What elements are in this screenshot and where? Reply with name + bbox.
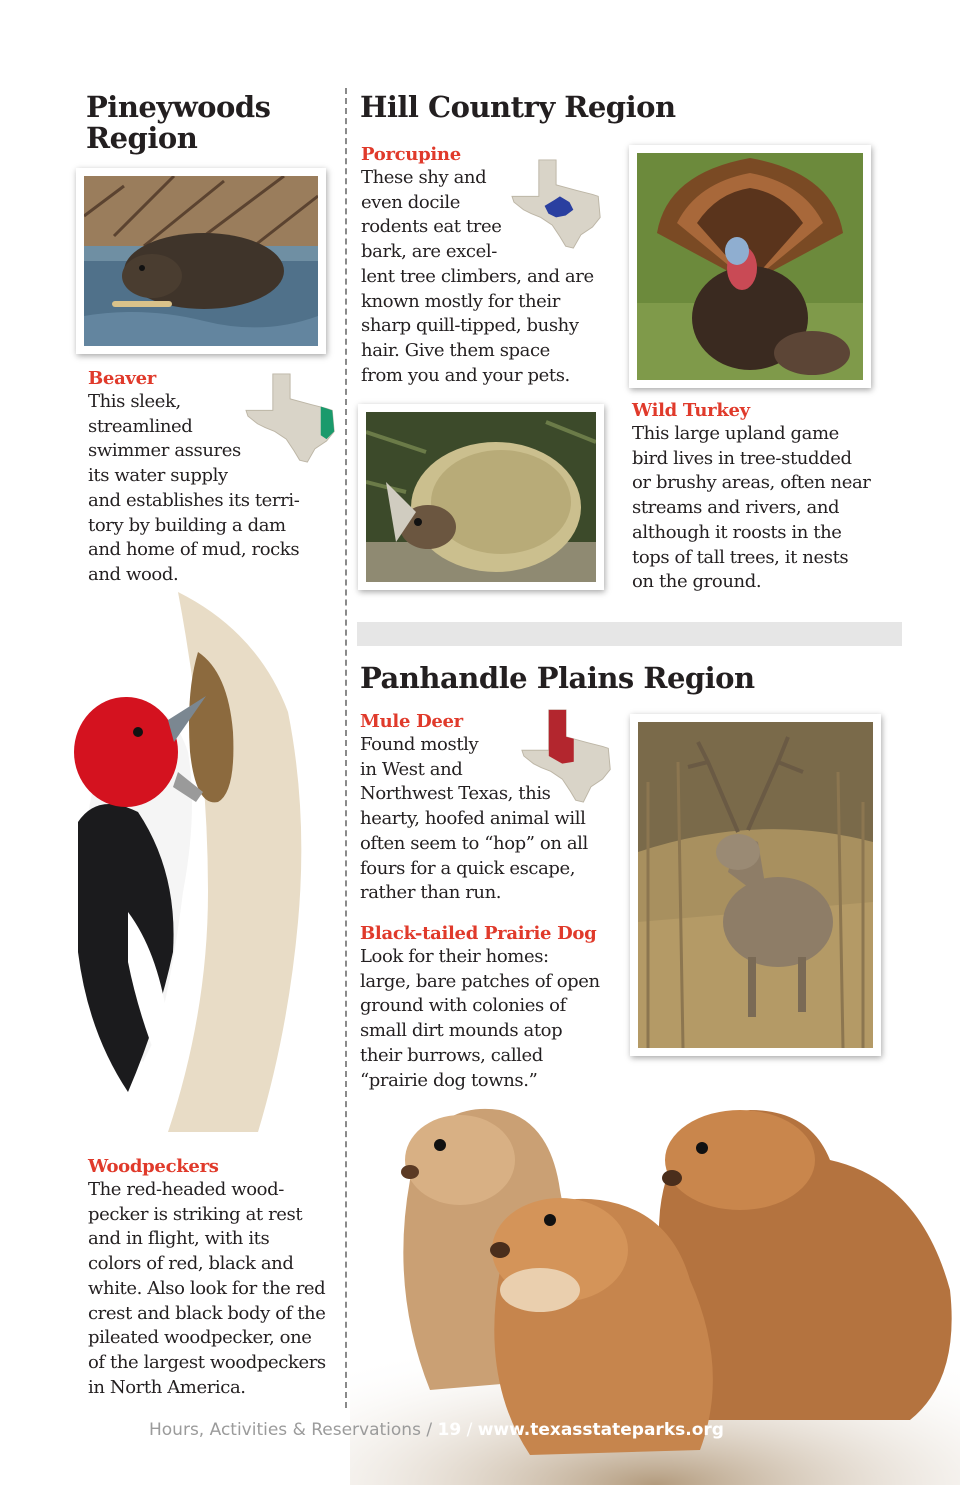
woodpeckers-line: of the largest woodpeckers [88, 1351, 326, 1373]
wild-turkey-line: or brushy areas, often near [632, 472, 871, 494]
porcupine-line: known mostly for their [361, 290, 560, 312]
panhandle-title: Panhandle Plains Region [360, 661, 755, 695]
mule-deer-line: fours for a quick escape, [360, 857, 576, 879]
mule-deer-line: Northwest Texas, this [360, 783, 551, 805]
woodpecker-illustration [58, 592, 318, 1132]
porcupine-line: lent tree climbers, and are [361, 265, 594, 287]
beaver-line: and establishes its terri- [88, 489, 300, 511]
woodpeckers-line: pileated woodpecker, one [88, 1327, 312, 1349]
beaver-line: This sleek, [88, 391, 181, 412]
mule-deer-line: hearty, hoofed animal will [360, 808, 586, 830]
woodpeckers-line: in North America. [88, 1376, 246, 1398]
prairie-dog-line: ground with colonies of [360, 995, 566, 1017]
porcupine-line: These shy and [361, 167, 487, 188]
beaver-line: its water supply [88, 465, 228, 487]
beaver-line: and wood. [88, 563, 179, 585]
prairie-dog-entry [360, 923, 620, 1093]
section-separator-bar [357, 622, 902, 646]
column-divider [345, 88, 347, 1408]
pineywoods-texas-map-icon [244, 372, 340, 464]
page-footer [149, 1420, 724, 1440]
pineywoods-title-line2: Region [86, 121, 198, 155]
panhandle-texas-map-icon [520, 708, 616, 804]
wild-turkey-description [632, 422, 882, 595]
porcupine-line: rodents eat tree [361, 216, 502, 238]
hill-country-texas-map-icon [510, 158, 606, 250]
pineywoods-title [86, 92, 270, 154]
wild-turkey-line: although it roosts in the [632, 521, 842, 543]
beaver-photo [76, 168, 326, 354]
woodpeckers-line: colors of red, black and [88, 1253, 294, 1275]
footer-separator: / [420, 1420, 438, 1440]
porcupine-line: even docile [361, 191, 460, 213]
wild-turkey-line: tops of tall trees, it nests [632, 546, 849, 568]
wild-turkey-entry [632, 400, 882, 595]
porcupine-name: Porcupine [361, 144, 461, 165]
page-number: 19 [437, 1420, 462, 1440]
mule-deer-name: Mule Deer [360, 711, 463, 732]
porcupine-line: hair. Give them space [361, 339, 550, 361]
mule-deer-photo [630, 714, 881, 1056]
beaver-line: streamlined [88, 415, 193, 437]
wild-turkey-line: on the ground. [632, 571, 762, 593]
porcupine-line: from you and your pets. [361, 364, 570, 386]
mule-deer-line: Found mostly [360, 734, 479, 755]
wild-turkey-photo [629, 145, 871, 388]
woodpeckers-line: white. Also look for the red [88, 1277, 326, 1299]
prairie-dog-description [360, 945, 620, 1093]
woodpeckers-line: The red-headed wood- [88, 1179, 284, 1200]
mule-deer-line: rather than run. [360, 882, 502, 904]
mule-deer-line: in West and [360, 758, 463, 780]
prairie-dog-line: their burrows, called [360, 1044, 543, 1066]
wild-turkey-line: This large upland game [632, 423, 839, 444]
mule-deer-line: often seem to “hop” on all [360, 832, 588, 854]
woodpeckers-name: Woodpeckers [88, 1156, 219, 1177]
beaver-name: Beaver [88, 368, 156, 389]
beaver-line: swimmer assures [88, 440, 241, 462]
prairie-dog-line: large, bare patches of open [360, 970, 600, 992]
prairie-dog-name: Black-tailed Prairie Dog [360, 923, 597, 944]
woodpeckers-line: pecker is striking at rest [88, 1203, 303, 1225]
woodpeckers-line: and in flight, with its [88, 1228, 270, 1250]
footer-section-label: Hours, Activities & Reservations [149, 1420, 421, 1440]
porcupine-line: sharp quill-tipped, bushy [361, 315, 579, 337]
woodpeckers-description [88, 1178, 338, 1400]
pineywoods-title-line1: Pineywoods [86, 90, 271, 124]
woodpeckers-entry [88, 1156, 338, 1400]
beaver-line: tory by building a dam [88, 514, 286, 536]
wild-turkey-line: streams and rivers, and [632, 497, 840, 519]
woodpeckers-line: crest and black body of the [88, 1302, 326, 1324]
hill-country-title: Hill Country Region [360, 90, 676, 124]
wild-turkey-name: Wild Turkey [632, 400, 750, 421]
porcupine-line: bark, are excel- [361, 241, 497, 263]
prairie-dog-line: small dirt mounds atop [360, 1020, 563, 1042]
footer-separator: / [461, 1420, 478, 1440]
beaver-line: and home of mud, rocks [88, 539, 300, 561]
footer-website-link[interactable]: www.texasstateparks.org [477, 1420, 724, 1440]
prairie-dog-line: “prairie dog towns.” [360, 1069, 538, 1091]
wild-turkey-line: bird lives in tree-studded [632, 447, 852, 469]
prairie-dog-line: Look for their homes: [360, 946, 549, 967]
porcupine-photo [358, 404, 604, 590]
